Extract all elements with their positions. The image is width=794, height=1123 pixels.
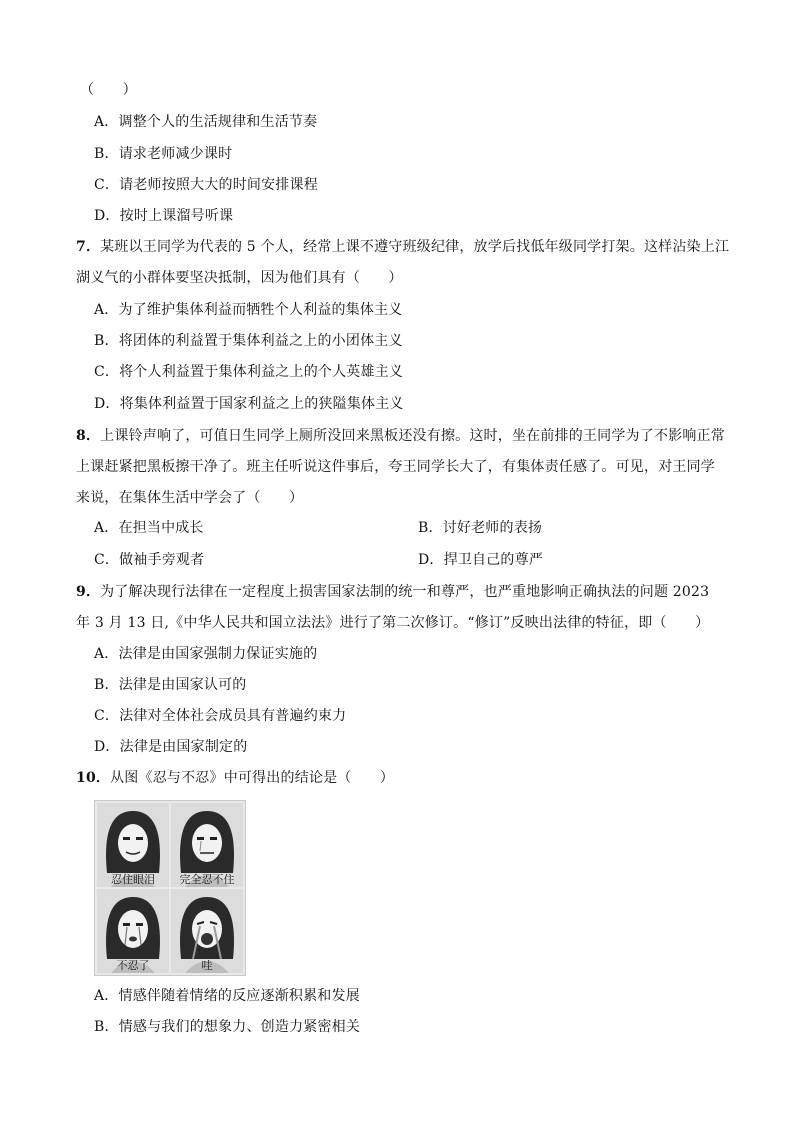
comic-caption-4: 哇: [201, 959, 213, 972]
comic-caption-2: 完全忍不住: [179, 873, 235, 886]
q7-number: 7．: [76, 239, 101, 255]
q6-option-c: C．请老师按照大大的时间安排课程: [94, 177, 318, 193]
q8-option-d: D．捍卫自己的尊严: [418, 552, 544, 568]
q9-stem-line2: 年 3 月 13 日,《中华人民共和国立法法》进行了第二次修订。“修订”反映出法律的特征，即（ ）: [76, 615, 710, 631]
q6-option-d: D．按时上课溜号听课: [94, 208, 234, 224]
q8-number: 8．: [76, 428, 101, 444]
q7-option-c: C．将个人利益置于集体利益之上的个人英雄主义: [94, 364, 404, 380]
q9-stem-line1: [76, 582, 709, 602]
q8-text-1: 上课铃声响了，可值日生同学上厕所没回来黑板还没有擦。这时，坐在前排的王同学为了不影响正常: [100, 428, 725, 444]
q10-option-b: B．情感与我们的想象力、创造力紧密相关: [94, 1019, 361, 1035]
q6-option-b: B．请求老师减少课时: [94, 146, 233, 162]
q8-stem-line2: 上课赶紧把黑板擦干净了。班主任听说这件事后，夸王同学长大了，有集体责任感了。可见，对王同学: [76, 459, 715, 475]
comic-panel-3: [97, 889, 169, 973]
q7-stem-line1: [76, 237, 729, 257]
comic-image-forbearance: [94, 800, 246, 976]
comic-panel-4: [171, 889, 243, 973]
q7-stem-line2: 湖义气的小群体要坚决抵制，因为他们具有（ ）: [76, 270, 403, 286]
q9-option-a: A．法律是由国家强制力保证实施的: [94, 646, 318, 662]
q7-text-1: 某班以王同学为代表的 5 个人，经常上课不遵守班级纪律，放学后找低年级同学打架。这样沾染上江: [100, 239, 730, 255]
comic-panel-1: [97, 803, 169, 887]
q9-number: 9．: [76, 584, 101, 600]
q8-stem-line1: [76, 426, 725, 446]
q8-option-a: A．在担当中成长: [94, 520, 204, 536]
q8-option-b: B．讨好老师的表扬: [418, 520, 543, 536]
comic-panel-2: [171, 803, 243, 887]
q9-option-d: D．法律是由国家制定的: [94, 739, 248, 755]
q6-answer-bracket: （ ）: [80, 82, 137, 98]
q9-option-c: C．法律对全体社会成员具有普遍约束力: [94, 708, 347, 724]
q9-text-1: 为了解决现行法律在一定程度上损害国家法制的统一和尊严，也严重地影响正确执法的问题 2023: [100, 584, 710, 600]
q10-option-a: A．情感伴随着情绪的反应逐渐积累和发展: [94, 988, 360, 1004]
q7-option-a: A．为了维护集体利益而牺牲个人利益的集体主义: [94, 302, 403, 318]
q7-option-b: B．将团体的利益置于集体利益之上的小团体主义: [94, 333, 403, 349]
comic-caption-1: 忍住眼泪: [111, 873, 155, 886]
q10-stem-line1: [76, 768, 394, 788]
comic-caption-3: 不忍了: [116, 959, 150, 972]
q9-option-b: B．法律是由国家认可的: [94, 677, 247, 693]
q7-option-d: D．将集体利益置于国家利益之上的狭隘集体主义: [94, 396, 404, 412]
q10-number: 10．: [76, 770, 111, 786]
q8-stem-line3: 来说，在集体生活中学会了（ ）: [76, 490, 304, 506]
q6-option-a: A．调整个人的生活规律和生活节奏: [94, 114, 318, 130]
q10-text-1: 从图《忍与不忍》中可得出的结论是（ ）: [110, 770, 395, 786]
q8-option-c: C．做袖手旁观者: [94, 552, 205, 568]
